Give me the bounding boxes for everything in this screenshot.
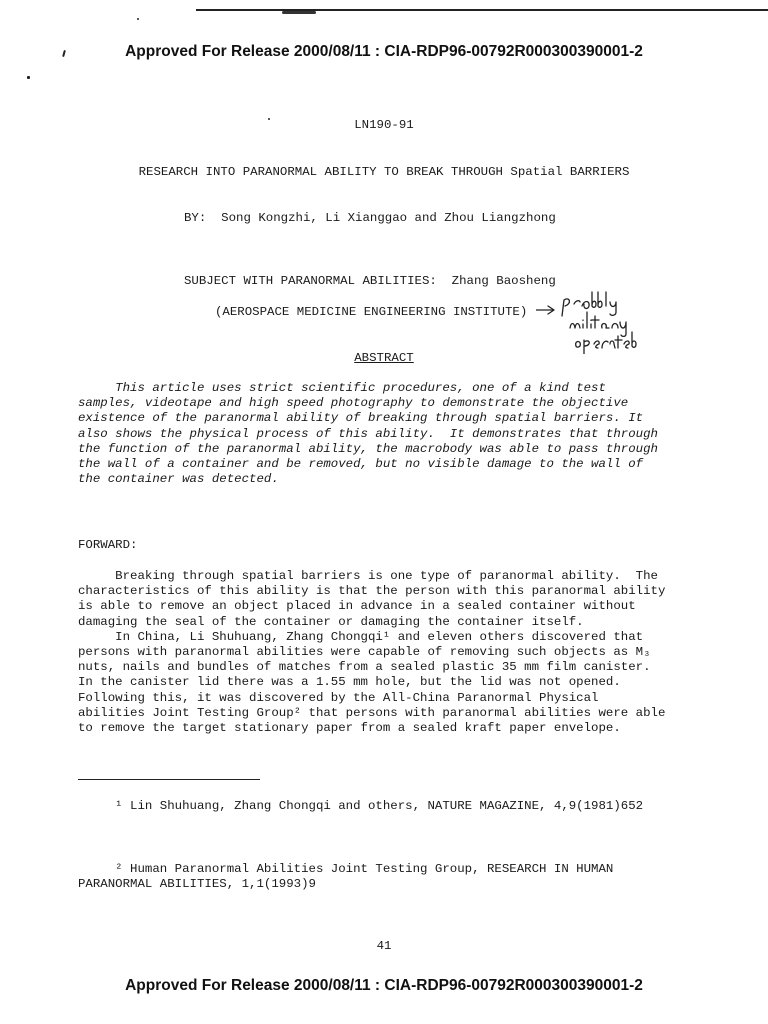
abstract-line: existence of the paranormal ability of breaking through spatial barriers. It [78, 411, 644, 426]
forward-line: abilities Joint Testing Group² that persons with paranormal abilities were able [78, 705, 666, 720]
forward-line: to remove the target stationary paper from a sealed kraft paper envelope. [78, 721, 621, 736]
authors-line: BY: Song Kongzhi, Li Xianggao and Zhou Liangzhong [184, 211, 556, 225]
forward-line: characteristics of this ability is that the person with this paranormal ability [78, 584, 666, 599]
forward-line: Following this, it was discovered by the All-China Paranormal Physical [78, 690, 599, 705]
forward-line: In China, Li Shuhuang, Zhang Chongqi¹ and eleven others discovered that [78, 629, 644, 644]
forward-line: damaging the seal of the container or damaging the container itself. [78, 614, 584, 629]
footnote-2 [78, 862, 613, 892]
doc-id: LN190-91 [354, 118, 414, 132]
subject-line: SUBJECT WITH PARANORMAL ABILITIES: Zhang Baosheng [184, 274, 556, 288]
abstract-line: the container was detected. [78, 472, 279, 487]
institute-line: (AEROSPACE MEDICINE ENGINEERING INSTITUTE) [215, 305, 528, 319]
abstract-line: samples, videotape and high speed photography to demonstrate the objective [78, 396, 629, 411]
abstract-heading: ABSTRACT [354, 351, 414, 365]
forward-heading: FORWARD: [78, 538, 138, 552]
abstract-line: the function of the paranormal ability, the macrobody was able to pass through [78, 441, 658, 456]
forward-line: is able to remove an object placed in advance in a sealed container without [78, 599, 636, 614]
forward-line: Breaking through spatial barriers is one type of paranormal ability. The [78, 569, 658, 583]
scan-smudge [282, 11, 316, 14]
page-number: 41 [376, 939, 392, 953]
footnote-line: ¹ Lin Shuhuang, Zhang Chongqi and others, NATURE MAGAZINE, 4,9(1981)652 [78, 799, 644, 813]
footnote-line: ² Human Paranormal Abilities Joint Testing Group, RESEARCH IN HUMAN [78, 862, 614, 876]
forward-line: nuts, nails and bundles of matches from a sealed plastic 35 mm film canister. [78, 660, 651, 675]
forward-line: persons with paranormal abilities were capable of removing such objects as M₃ [78, 645, 651, 660]
abstract-line: This article uses strict scientific procedures, one of a kind test [78, 381, 606, 395]
forward-body [78, 569, 698, 736]
abstract-line: also shows the physical process of this ability. It demonstrates that through [78, 426, 658, 441]
scan-speck [27, 76, 30, 79]
forward-line: In the canister lid there was a 1.55 mm hole, but the lid was not opened. [78, 675, 621, 690]
abstract-line: the wall of a container and be removed, but no visible damage to the wall of [78, 457, 644, 472]
footnote-1 [78, 799, 643, 814]
footnote-separator [78, 779, 260, 780]
abstract-body [78, 381, 698, 487]
footnote-line: PARANORMAL ABILITIES, 1,1(1993)9 [78, 877, 316, 892]
release-banner-top: Approved For Release 2000/08/11 : CIA-RDP96-00792R000300390001-2 [125, 43, 643, 60]
scan-speck [137, 18, 139, 20]
release-banner-bottom: Approved For Release 2000/08/11 : CIA-RDP96-00792R000300390001-2 [125, 977, 643, 994]
handwritten-annotation [536, 282, 646, 354]
doc-title: RESEARCH INTO PARANORMAL ABILITY TO BREAK THROUGH Spatial BARRIERS [138, 165, 630, 179]
